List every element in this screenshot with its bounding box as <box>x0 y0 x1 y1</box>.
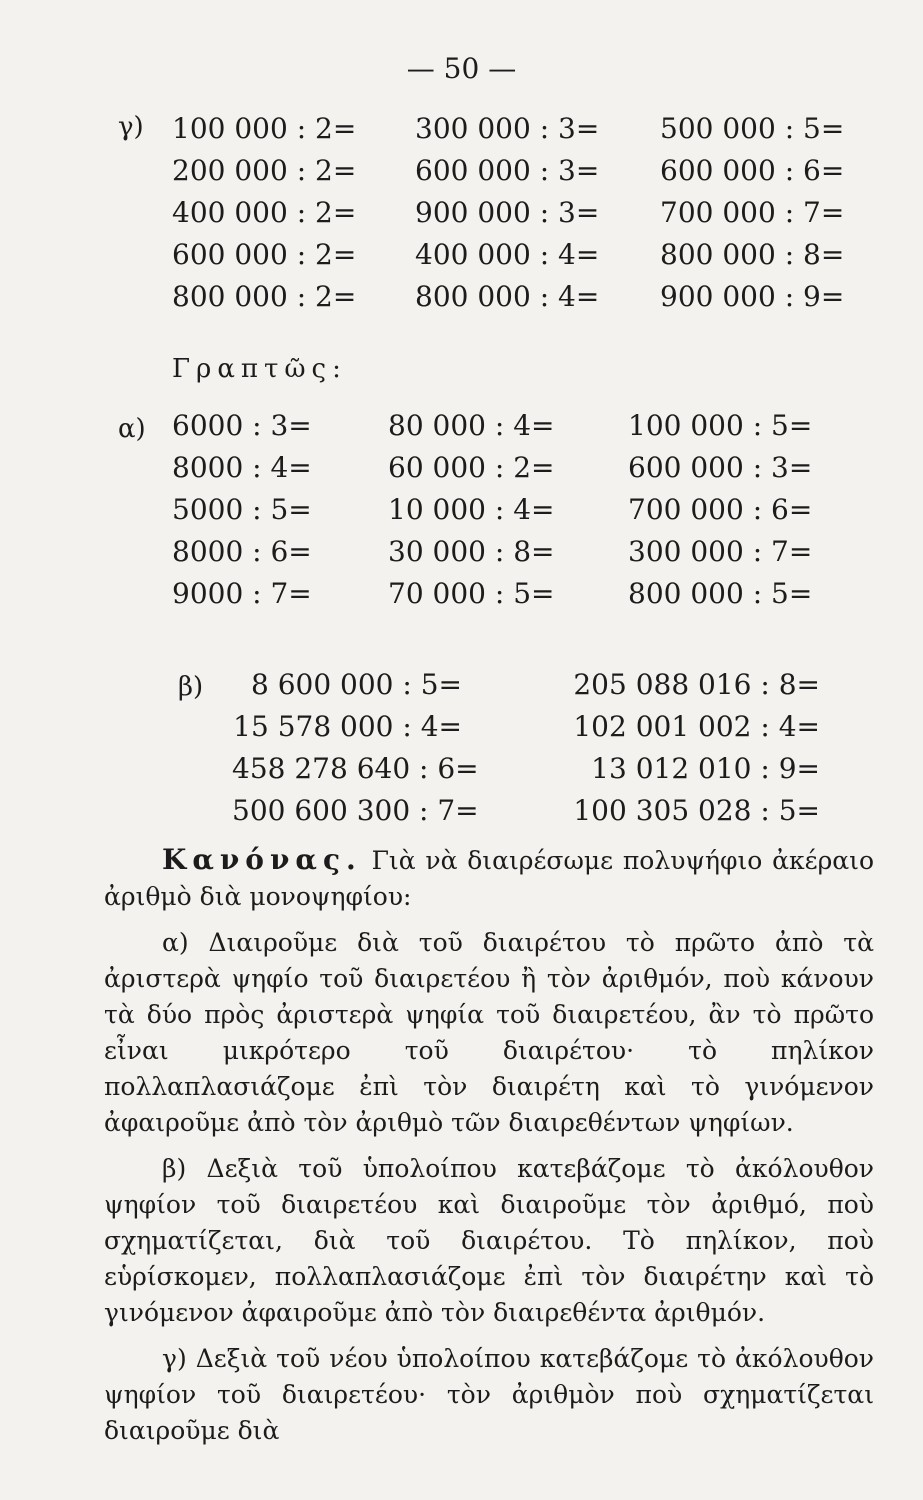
exercise: 102 001 002 : 4= <box>573 710 820 743</box>
exercise: 800 000 : 2= <box>172 280 357 313</box>
exercise: 600 000 : 3= <box>415 154 600 187</box>
exercise: 9000 : 7= <box>172 577 312 610</box>
exercise: 8000 : 4= <box>172 451 312 484</box>
exercise: 600 000 : 3= <box>628 451 813 484</box>
exercise: 700 000 : 7= <box>660 196 845 229</box>
section-a-exercises <box>0 405 923 615</box>
section-g-label: γ) <box>118 112 144 142</box>
rule-title: Κανόνας. <box>162 843 362 876</box>
section-b-column-1 <box>232 664 479 832</box>
exercise: 800 000 : 4= <box>415 280 600 313</box>
exercise: 8 600 000 : 5= <box>250 668 462 701</box>
rule-step-c: γ) Δεξιὰ τοῦ νέου ὑπολοίπου κατεβάζομε τὸ ἀκόλουθον ψηφίον τοῦ διαιρετέου· τὸν ἀριθμὸν ποὺ σχηματίζεται διαιροῦμε διὰ <box>104 1344 874 1445</box>
exercise: 200 000 : 2= <box>172 154 357 187</box>
section-g-column-3 <box>660 108 844 318</box>
exercise: 458 278 640 : 6= <box>232 752 479 785</box>
section-a-column-3 <box>628 405 812 615</box>
exercise: 400 000 : 4= <box>415 238 600 271</box>
section-b-column-2 <box>560 664 820 832</box>
exercise: 900 000 : 9= <box>660 280 845 313</box>
page-number: — 50 — <box>406 52 517 85</box>
exercise: 100 000 : 5= <box>628 409 813 442</box>
section-g-column-2 <box>415 108 599 318</box>
exercise: 60 000 : 2= <box>388 451 555 484</box>
exercise: 6000 : 3= <box>172 409 312 442</box>
rule-text <box>104 842 874 1459</box>
exercise: 600 000 : 6= <box>660 154 845 187</box>
exercise: 30 000 : 8= <box>388 535 555 568</box>
exercise: 100 305 028 : 5= <box>573 794 820 827</box>
written-heading: Γραπτῶς: <box>172 354 347 384</box>
exercise: 205 088 016 : 8= <box>573 668 820 701</box>
section-a-column-1 <box>172 405 312 615</box>
exercise: 600 000 : 2= <box>172 238 357 271</box>
section-b-label: β) <box>178 672 204 702</box>
exercise: 500 600 300 : 7= <box>232 794 479 827</box>
rule-step-b: β) Δεξιὰ τοῦ ὑπολοίπου κατεβάζομε τὸ ἀκόλουθον ψηφίον τοῦ διαιρετέου καὶ διαιροῦμε τὸν ἀριθμό, ποὺ σχηματίζεται, διὰ τοῦ διαιρέτου. Τὸ πηλίκον, ποὺ εὑρίσκομεν, πολλαπλασιάζομε ἐπὶ τὸν διαιρέτην καὶ τὸ γινόμενον ἀφαιροῦμε ἀπὸ τὸν διαιρεθέντα ἀριθμόν. <box>104 1154 874 1327</box>
exercise: 8000 : 6= <box>172 535 312 568</box>
exercise: 300 000 : 3= <box>415 112 600 145</box>
exercise: 100 000 : 2= <box>172 112 357 145</box>
exercise: 500 000 : 5= <box>660 112 845 145</box>
exercise: 13 012 010 : 9= <box>591 752 820 785</box>
exercise: 300 000 : 7= <box>628 535 813 568</box>
section-b-exercises <box>0 664 923 834</box>
rule-step-a: α) Διαιροῦμε διὰ τοῦ διαιρέτου τὸ πρῶτο ἀπὸ τὰ ἀριστερὰ ψηφίο τοῦ διαιρετέου ἢ τὸν ἀριθμόν, ποὺ κάνουν τὰ δύο πρὸς ἀριστερὰ ψηφία τοῦ διαιρετέου, ἂν τὸ πρῶτο εἶναι μικρότερο τοῦ διαιρέτου· τὸ πηλίκον πολλαπλασιάζομε ἐπὶ τὸν διαιρέτη καὶ τὸ γινόμενον ἀφαιροῦμε ἀπὸ τὸν ἀριθμὸ τῶν διαιρεθέντων ψηφίων. <box>104 928 874 1137</box>
exercise: 80 000 : 4= <box>388 409 555 442</box>
exercise: 400 000 : 2= <box>172 196 357 229</box>
section-a-column-2 <box>388 405 554 615</box>
exercise: 15 578 000 : 4= <box>233 710 462 743</box>
section-g-exercises <box>0 108 923 318</box>
exercise: 900 000 : 3= <box>415 196 600 229</box>
exercise: 800 000 : 8= <box>660 238 845 271</box>
section-g-column-1 <box>172 108 356 318</box>
exercise: 70 000 : 5= <box>388 577 555 610</box>
exercise: 5000 : 5= <box>172 493 312 526</box>
rule-intro: Γιὰ νὰ διαιρέσωμε πολυψήφιο ἀκέραιο ἀριθμὸ διὰ μονοψηφίου: <box>104 846 875 911</box>
exercise: 800 000 : 5= <box>628 577 813 610</box>
rule-intro-paragraph <box>104 842 874 915</box>
exercise: 10 000 : 4= <box>388 493 555 526</box>
exercise: 700 000 : 6= <box>628 493 813 526</box>
section-a-label: α) <box>118 414 146 444</box>
